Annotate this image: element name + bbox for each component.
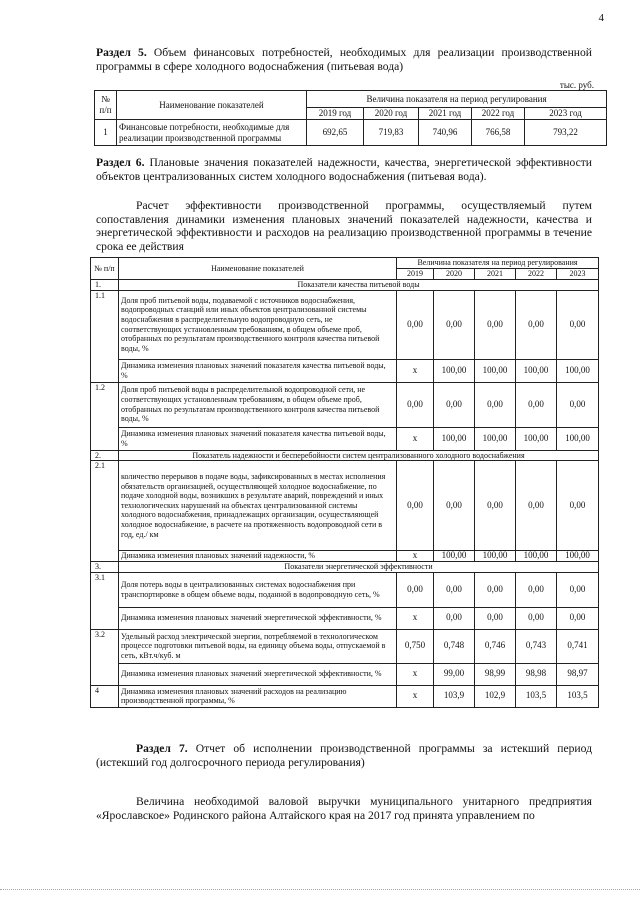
t2-cell: 100,00 [434, 359, 475, 382]
t2-cell: x [397, 663, 434, 685]
t1-year: 2023 год [525, 108, 607, 120]
t2-cell: 100,00 [516, 551, 557, 562]
t2-cell: 0,748 [434, 629, 475, 663]
t2-cell: 0,00 [557, 461, 599, 551]
section5-lead: Раздел 5. [96, 46, 147, 59]
table-section-row [91, 562, 599, 573]
t2-cell: 100,00 [516, 427, 557, 450]
table-section-row [91, 450, 599, 461]
t2-cell: 0,00 [516, 572, 557, 607]
t2-cell: 0,00 [434, 607, 475, 629]
t2-year: 2020 [434, 269, 475, 280]
t2-cell: 100,00 [434, 427, 475, 450]
t1-cell: 740,96 [419, 120, 472, 146]
section5-heading [96, 46, 592, 73]
t1-row-name: Финансовые потребности, необходимые для реализации производственной программы [117, 120, 307, 146]
t2-cell: 100,00 [516, 359, 557, 382]
t2-row-num: 3.2 [91, 629, 119, 685]
t2-row-name: Доля проб питьевой воды в распределительной водопроводной сети, не соответствующих установленным требованиям, в общем объеме проб, отобранных по результатам производственного контроля качества питьевой воды, % [119, 382, 397, 427]
section7-paragraph: Величина необходимой валовой выручки муниципального унитарного предприятия «Ярославское» Родинского района Алтайского края на 2017 год принята управлением по [96, 795, 592, 822]
table-row [95, 120, 607, 146]
t1-year: 2020 год [364, 108, 419, 120]
t2-cell: 100,00 [475, 551, 516, 562]
t2-row-num: 4 [91, 685, 119, 707]
t2-cell: x [397, 427, 434, 450]
t2-cell: 100,00 [475, 427, 516, 450]
table-row [91, 572, 599, 607]
t1-year: 2021 год [419, 108, 472, 120]
table-row [91, 551, 599, 562]
t2-section-num: 1. [91, 280, 119, 291]
t2-section-num: 2. [91, 450, 119, 461]
t1-cell: 766,58 [472, 120, 525, 146]
t2-cell: 102,9 [475, 685, 516, 707]
t2-row-name: Доля проб питьевой воды, подаваемой с источников водоснабжения, водопроводных станций или иных объектов централизованной системы водоснабжения в распределительную водопроводную сеть, не соответствующих установленным требованиям, в общем объеме проб, отобранных по результатам производственного контроля качества питьевой воды, % [119, 290, 397, 359]
t2-col-num: № п/п [91, 258, 119, 280]
t1-col-num: № п/п [95, 91, 117, 120]
t2-cell: 0,00 [557, 607, 599, 629]
t2-year: 2023 [557, 269, 599, 280]
t1-cell: 692,65 [307, 120, 364, 146]
t2-cell: 100,00 [434, 551, 475, 562]
indicators-table [90, 257, 599, 708]
t2-cell: 0,746 [475, 629, 516, 663]
table-section-row [91, 280, 599, 291]
t2-row-num: 3.1 [91, 572, 119, 629]
t1-cell: 793,22 [525, 120, 607, 146]
table-row [91, 461, 599, 551]
t2-cell: 0,00 [397, 572, 434, 607]
t2-cell: x [397, 551, 434, 562]
t2-cell: 98,99 [475, 663, 516, 685]
table-row [91, 663, 599, 685]
t2-cell: 0,00 [434, 382, 475, 427]
t2-cell: 0,00 [475, 382, 516, 427]
t2-cell: 98,98 [516, 663, 557, 685]
section6-heading [96, 156, 592, 183]
t2-cell: 0,00 [397, 290, 434, 359]
t1-col-name: Наименование показателей [117, 91, 307, 120]
t2-cell: 0,00 [397, 461, 434, 551]
table-row [91, 382, 599, 427]
page-bottom-rule [0, 889, 640, 890]
t1-year: 2022 год [472, 108, 525, 120]
t1-cell: 719,83 [364, 120, 419, 146]
t1-col-period: Величина показателя на период регулирования [307, 91, 607, 108]
t2-section-title: Показатели энергетической эффективности [119, 562, 599, 573]
t2-cell: 100,00 [557, 427, 599, 450]
section6-text: Плановые значения показателей надежности, качества, энергетической эффективности объектов централизованных систем холодного водоснабжения (питьевая вода). [96, 156, 592, 183]
t2-cell: 100,00 [557, 551, 599, 562]
t2-cell: 0,00 [434, 290, 475, 359]
t2-cell: 98,97 [557, 663, 599, 685]
t1-row-num: 1 [95, 120, 117, 146]
t2-cell: 0,00 [516, 461, 557, 551]
section7-heading [96, 742, 592, 769]
t2-cell: 99,00 [434, 663, 475, 685]
section6-lead: Раздел 6. [96, 156, 145, 169]
table-row [91, 629, 599, 663]
t2-row-num: 1.2 [91, 382, 119, 450]
t1-year: 2019 год [307, 108, 364, 120]
t2-cell: x [397, 607, 434, 629]
t2-year: 2019 [397, 269, 434, 280]
t2-cell: 103,5 [557, 685, 599, 707]
table-row [91, 290, 599, 359]
t2-year: 2021 [475, 269, 516, 280]
t2-col-name: Наименование показателей [119, 258, 397, 280]
t2-cell: 0,00 [434, 572, 475, 607]
t2-cell: 0,743 [516, 629, 557, 663]
t2-cell: 0,750 [397, 629, 434, 663]
t2-cell: 0,00 [475, 290, 516, 359]
t2-cell: 100,00 [475, 359, 516, 382]
t2-row-name: количество перерывов в подаче воды, зафиксированных в местах исполнения обязательств организацией, осуществляющей холодное водоснабжение, по подаче холодной воды, возникших в результате аварий, повреждений и иных технологических нарушений на объектах централизованной системы холодного водоснабжения, принадлежащих организации, осуществляющей холодное водоснабжение, в расчете на протяженность водопроводной сети в год, ед./ км [119, 461, 397, 551]
t2-cell: 0,00 [434, 461, 475, 551]
t2-cell: 0,00 [557, 290, 599, 359]
t2-row-name: Динамика изменения плановых значений показателя качества питьевой воды, % [119, 427, 397, 450]
t2-cell: 103,9 [434, 685, 475, 707]
t2-cell: 0,741 [557, 629, 599, 663]
financial-needs-table [94, 90, 607, 146]
t2-cell: x [397, 685, 434, 707]
t2-section-title: Показатели качества питьевой воды [119, 280, 599, 291]
t2-cell: 0,00 [516, 382, 557, 427]
t2-section-num: 3. [91, 562, 119, 573]
t2-cell: x [397, 359, 434, 382]
t2-cell: 103,5 [516, 685, 557, 707]
t2-row-name: Динамика изменения плановых значений показателя качества питьевой воды, % [119, 359, 397, 382]
t2-row-name: Динамика изменения плановых значений энергетической эффективности, % [119, 663, 397, 685]
t2-cell: 0,00 [516, 607, 557, 629]
t2-cell: 0,00 [397, 382, 434, 427]
t2-row-num: 2.1 [91, 461, 119, 562]
table-row [91, 607, 599, 629]
t2-row-name: Удельный расход электрической энергии, потребляемой в технологическом процессе подготовки питьевой воды, на единицу объема воды, отпускаемой в сеть, кВт.ч/куб. м [119, 629, 397, 663]
section5-unit: тыс. руб. [559, 80, 594, 90]
t2-section-title: Показатель надежности и бесперебойности систем централизованного холодного водоснабжения [119, 450, 599, 461]
t2-col-period: Величина показателя на период регулирования [397, 258, 599, 269]
section7-text: Отчет об исполнении производственной программы за истекший период (истекший год долгосрочного периода регулирования) [96, 742, 592, 769]
t2-row-name: Динамика изменения плановых значений надежности, % [119, 551, 397, 562]
t2-cell: 0,00 [557, 572, 599, 607]
t2-cell: 100,00 [557, 359, 599, 382]
table-row [91, 685, 599, 707]
t2-year: 2022 [516, 269, 557, 280]
t2-cell: 0,00 [557, 382, 599, 427]
table-row [91, 427, 599, 450]
t2-cell: 0,00 [475, 572, 516, 607]
section7-lead: Раздел 7. [136, 742, 188, 755]
section6-paragraph: Расчет эффективности производственной программы, осуществляемый путем сопоставления динамики изменения плановых значений показателей надежности, качества и энергетической эффективности и расходов на реализацию производственной программы в течение срока ее действия [96, 199, 592, 253]
t2-row-name: Динамика изменения плановых значений энергетической эффективности, % [119, 607, 397, 629]
section5-text: Объем финансовых потребностей, необходимых для реализации производственной программы в сфере холодного водоснабжения (питьевая вода) [96, 46, 592, 73]
t2-cell: 0,00 [475, 607, 516, 629]
t2-row-name: Динамика изменения плановых значений расходов на реализацию производственной программы, % [119, 685, 397, 707]
t2-row-num: 1.1 [91, 290, 119, 382]
page-number: 4 [598, 12, 604, 24]
t2-cell: 0,00 [475, 461, 516, 551]
t2-cell: 0,00 [516, 290, 557, 359]
t2-row-name: Доля потерь воды в централизованных системах водоснабжения при транспортировке в общем объеме воды, поданной в водопроводную сеть, % [119, 572, 397, 607]
table-row [91, 359, 599, 382]
